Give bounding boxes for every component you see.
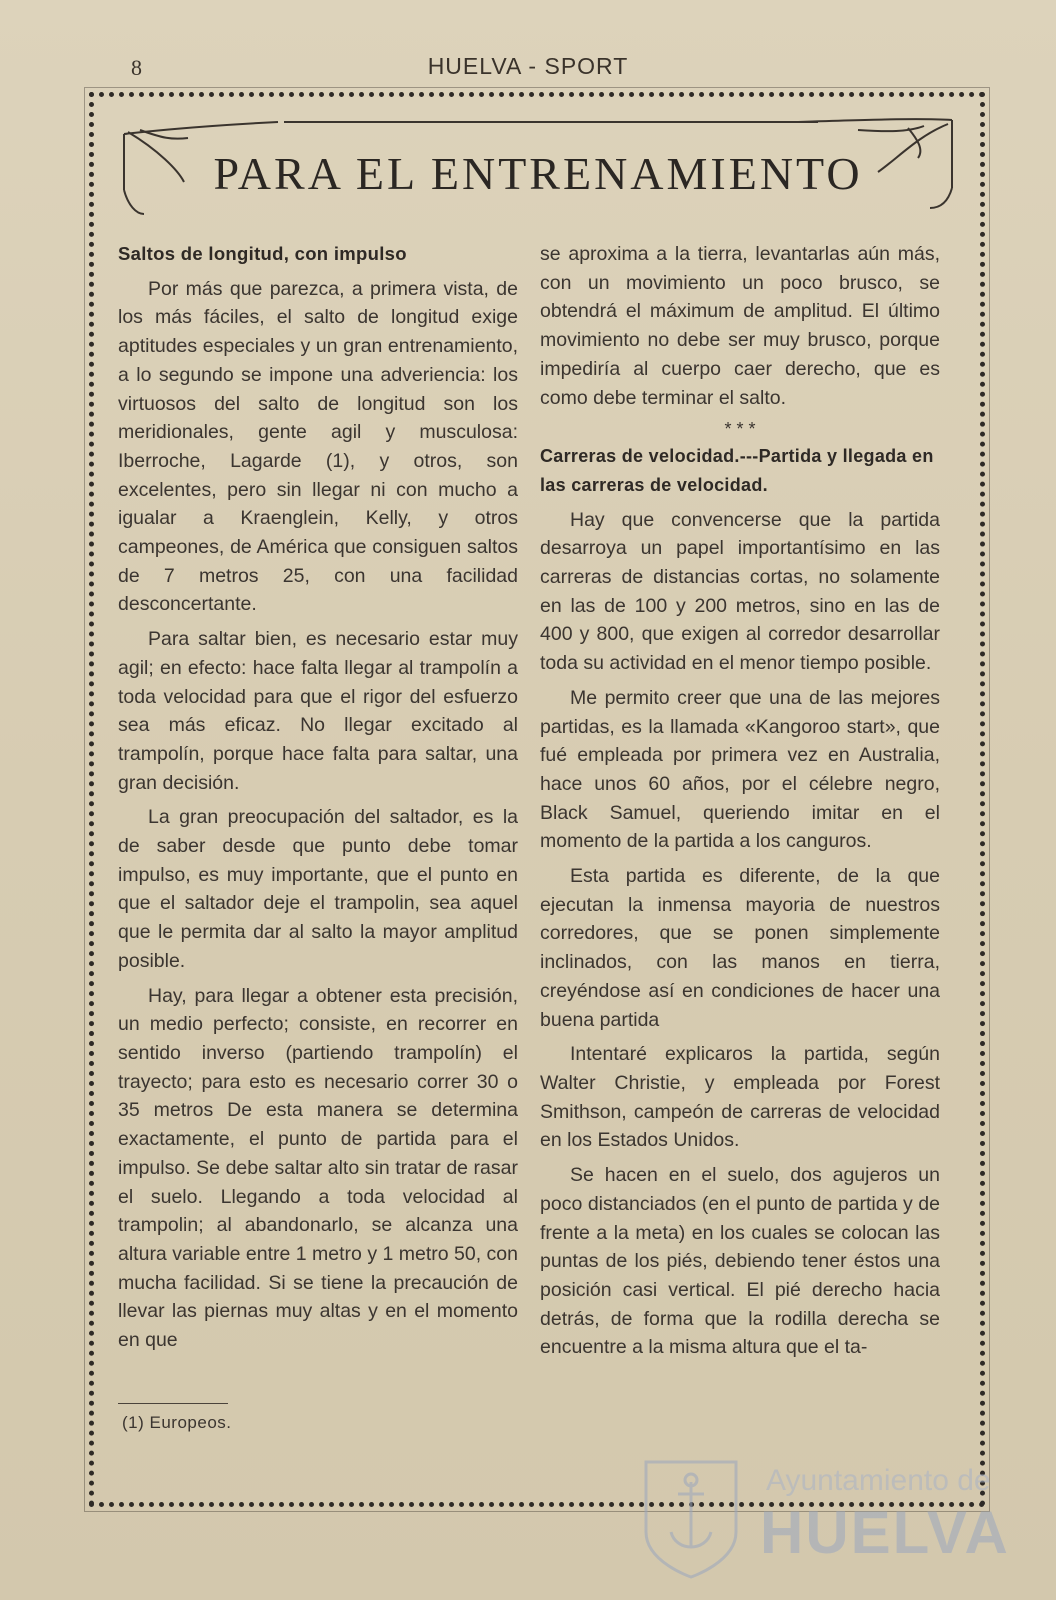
right-column — [540, 240, 940, 1362]
watermark-line-2: HUELVA — [760, 1499, 1010, 1566]
paragraph: Hay, para llegar a obtener esta precisión, un medio perfecto; consiste, en recorrer en sentido inverso (partiendo trampolín) el trayecto; para esto es necesario correr 30 o 35 metros De esta manera se determina exactamente, el punto de partida para el impulso. Se debe saltar alto sin tratar de rasar el suelo. Llegando a toda velocidad al trampolin; al abandonarlo, se alcanza una altura variable entre 1 metro y 1 metro 50, con mucha facilidad. Si se tiene la precaución de llevar las piernas muy altas y en el momento en que — [118, 984, 518, 1352]
paragraph: Hay que convencerse que la partida desarroya un papel importantísimo en las carreras de distancias cortas, no solamente en las de 100 y 200 metros, sino en las de 400 y 800, que exigen al corredor desarrollar toda su actividad en el menor tiempo posible. — [540, 508, 940, 675]
paragraph: Intentaré explicaros la partida, según Walter Christie, y empleada por Forest Smithson, campeón de carreras de velocidad en los Estados Unidos. — [540, 1043, 940, 1152]
footnote: (1) Europeos. — [122, 1413, 232, 1432]
section-separator: * * * — [724, 419, 756, 440]
running-title: HUELVA - SPORT — [427, 53, 629, 79]
archive-watermark — [636, 1452, 1010, 1582]
paragraph: Se hacen en el suelo, dos agujeros un poco distanciados (en el punto de partida y de frente a la meta) en los cuales se colocan las puntas de los piés, debiendo tener éstos una posición casi vertical. El pié derecho hacia detrás, de forma que la rodilla derecha se encuentre a la misma altura que el ta- — [540, 1164, 940, 1359]
footnote-rule — [118, 1403, 228, 1404]
city-seal-icon — [636, 1452, 746, 1582]
subhead-sprints: Carreras de velocidad.---Partida y llegada en las carreras de velocidad. — [540, 446, 934, 495]
paragraph: Esta partida es diferente, de la que ejecutan la inmensa mayoria de nuestros corredores, que se ponen simplemente inclinados, con las manos en tierra, creyéndose así en condiciones de hacer una buena partida — [540, 865, 940, 1031]
paragraph: Para saltar bien, es necesario estar muy agil; en efecto: hace falta llegar al trampolín a toda velocidad para que el rigor del esfuerzo sea más eficaz. No llegar excitado al trampolín, porque hace falta para saltar, una gran decisión. — [118, 628, 518, 794]
paragraph: Me permito creer que una de las mejores partidas, es la llamada «Kangoroo start», que fué empleada por primera vez en Australia, hace unos 60 años, por el célebre negro, Black Samuel, queriendo imitar en el momento de la partida a los canguros. — [540, 686, 940, 853]
paragraph: Por más que parezca, a primera vista, de los más fáciles, el salto de longitud exige aptitudes especiales y un gran entrenamiento, a lo segundo se impone una adveriencia: los virtuosos del salto de longitud son los meridionales, gente agil y musculosa: Iberroche, Lagarde (1), y otros, son excelentes, pero sin llegar ni con mucho a igualar a Kraenglein, Kelly, y otros campeones, de América que consiguen saltos de 7 metros 25, con una facilidad desconcertante. — [118, 277, 518, 616]
paragraph: La gran preocupación del saltador, es la de saber desde que punto debe tomar impulso, es muy importante, que el punto en que el saltador deje el trampolin, sea aquel que le permita dar al salto la mayor amplitud posible. — [118, 806, 518, 972]
subhead-long-jump: Saltos de longitud, con impulso — [118, 243, 407, 264]
paragraph-continuation: se aproxima a la tierra, levantarlas aún más, con un movimiento un poco brusco, se obtendrá el máximum de amplitud. El último movimiento no debe ser muy brusco, porque impediría al cuerpo caer derecho, que es como debe terminar el salto. — [540, 243, 940, 409]
page-number: 8 — [131, 55, 142, 80]
watermark-line-1: Ayuntamiento de — [766, 1464, 991, 1497]
article-title: PARA EL ENTRENAMIENTO — [213, 148, 863, 199]
left-column — [118, 240, 518, 1355]
